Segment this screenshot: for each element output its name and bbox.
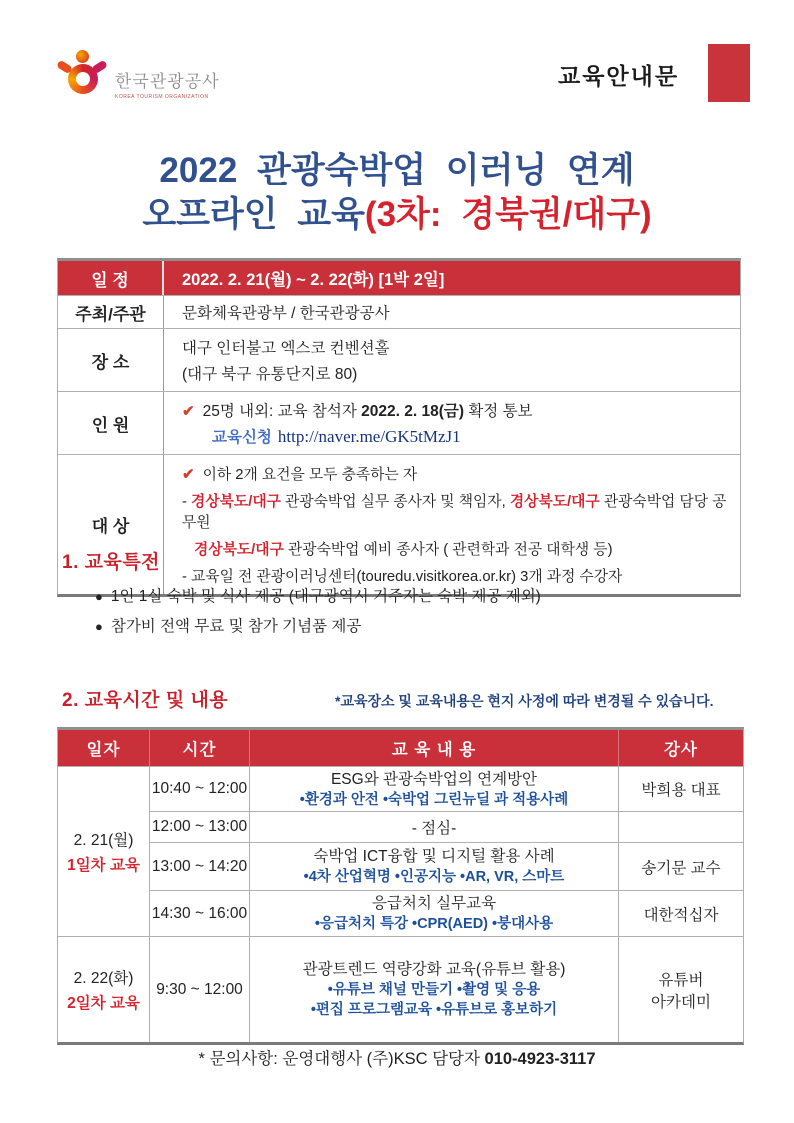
- session3-time: 14:30 ~ 16:00: [149, 890, 249, 936]
- info-row-host: [58, 295, 740, 328]
- lunch-content: - 점심-: [249, 811, 618, 842]
- target-region-3: 경상북도/대구: [194, 542, 284, 558]
- info-row-schedule: [58, 261, 740, 295]
- bullet-icon: ●: [95, 589, 103, 604]
- schedule-label: 일 정: [58, 261, 164, 295]
- host-label: 주최/주관: [58, 296, 164, 328]
- page-title: [0, 149, 794, 237]
- target-line1-text: 이하 2개 요건을 모두 충족하는 자: [202, 467, 418, 483]
- col-header-time: 시간: [149, 730, 249, 766]
- session1-instructor: 박희용 대표: [618, 766, 743, 811]
- page-title-line1: 2022 관광숙박업 이러닝 연계: [159, 151, 635, 190]
- section2-title: 2. 교육시간 및 내용: [62, 690, 229, 711]
- page-title-line2-red: (3차: 경북권/대구): [364, 195, 652, 234]
- section1-title: 1. 교육특전: [62, 552, 161, 573]
- session3-title: 응급처치 실무교육: [371, 895, 497, 912]
- target-line3: [182, 535, 730, 562]
- day1-label: 1일차 교육: [67, 857, 140, 874]
- capacity-value: [164, 392, 740, 454]
- capacity-text-a: 25명 내외: 교육 참석자: [202, 403, 362, 420]
- logo-head-icon: [76, 50, 89, 63]
- session4-instructor-line2: 아카데미: [651, 993, 711, 1011]
- venue-label: 장 소: [58, 329, 164, 391]
- section1-bullets: [95, 582, 541, 642]
- contact-phone: 010-4923-3117: [484, 1050, 596, 1068]
- venue-line2: (대구 북구 유통단지로 80): [182, 366, 358, 383]
- session4-instructor: [618, 936, 743, 1042]
- schedule-table: [57, 727, 744, 1045]
- session1-title: ESG와 관광숙박업의 연계방안: [330, 770, 538, 788]
- day2-cell: [58, 936, 149, 1042]
- benefit-item-2-text: 참가비 전액 무료 및 참가 기념품 제공: [110, 618, 362, 635]
- apply-line: [182, 423, 730, 449]
- session3-content: [249, 890, 618, 936]
- session2-topics: •4차 산업혁명 •인공지능 •AR, VR, 스마트: [303, 869, 565, 885]
- check-icon: ✔: [182, 466, 195, 483]
- lunch-time: 12:00 ~ 13:00: [149, 811, 249, 842]
- target-line3-a: 관광숙박업 예비 종사자 ( 관련학과 전공 대학생 등): [283, 542, 613, 558]
- session1-time: 10:40 ~ 12:00: [149, 766, 249, 811]
- check-icon: ✔: [182, 403, 195, 420]
- target-line2: [182, 487, 730, 535]
- org-name-en: KOREA TOURISM ORGANIZATION: [115, 94, 209, 100]
- target-line1: [182, 460, 730, 487]
- session4-instructor-line1: 유튜버: [658, 971, 704, 989]
- info-row-venue: [58, 328, 740, 391]
- target-line2-dash: -: [182, 494, 192, 510]
- target-region-2: 경상북도/대구: [509, 494, 600, 510]
- target-line4: - 교육일 전 관광이러닝센터(touredu.visitkorea.or.kr) 3개 과정 수강자: [182, 569, 623, 585]
- page-title-line2: [0, 193, 794, 237]
- day2-date: 2. 22(화): [73, 970, 134, 987]
- session2-time: 13:00 ~ 14:20: [149, 842, 249, 890]
- target-line2-a: 관광숙박업 실무 종사자 및 책임자,: [280, 494, 510, 510]
- session3-instructor: 대한적십자: [618, 890, 743, 936]
- col-header-content: 교 육 내 용: [249, 730, 618, 766]
- apply-url-link[interactable]: http://naver.me/GK5tMzJ1: [277, 427, 461, 446]
- page-title-line2-navy: 오프라인 교육: [142, 195, 365, 234]
- contact-info: [0, 1045, 794, 1069]
- benefit-item-1: [95, 582, 541, 612]
- kto-logo: [57, 50, 220, 100]
- capacity-text-c: 확정 통보: [464, 403, 533, 420]
- logo-ring-icon: [68, 64, 98, 94]
- session1-topics: •환경과 안전 •숙박업 그린뉴딜 과 적용사례: [299, 791, 569, 808]
- info-row-target: [58, 454, 740, 594]
- target-label: 대 상: [58, 455, 164, 594]
- target-line2-b: 관광숙박업 담당 공무원: [182, 494, 727, 531]
- day2-label: 2일차 교육: [67, 995, 140, 1012]
- contact-text: * 문의사항: 운영대행사 (주)KSC 담당자: [198, 1050, 485, 1068]
- target-region-1: 경상북도/대구: [191, 494, 281, 510]
- day1-date: 2. 21(월): [73, 832, 134, 849]
- session4-time: 9:30 ~ 12:00: [149, 936, 249, 1042]
- logo-text: [115, 50, 220, 100]
- session2-instructor: 송기문 교수: [618, 842, 743, 890]
- red-stamp-box: [708, 44, 750, 102]
- info-row-capacity: [58, 391, 740, 454]
- capacity-date: 2022. 2. 18(금): [361, 403, 465, 420]
- capacity-label: 인 원: [58, 392, 164, 454]
- session4-topics-line1: •유튜브 채널 만들기 •촬영 및 응용: [327, 982, 541, 998]
- venue-value: [164, 329, 740, 391]
- venue-line1: 대구 인터불고 엑스코 컨벤션홀: [182, 340, 390, 357]
- benefit-item-2: [95, 612, 541, 642]
- session4-title: 관광트렌드 역량강화 교육(유튜브 활용): [302, 961, 566, 978]
- day1-cell: [58, 766, 149, 936]
- session2-content: [249, 842, 618, 890]
- col-header-date: 일자: [58, 730, 149, 766]
- benefit-item-1-text: 1인 1실 숙박 및 식사 제공 (대구광역시 거주자는 숙박 제공 제외): [110, 588, 541, 605]
- host-value: 문화체육관광부 / 한국관광공사: [182, 305, 390, 322]
- target-value: [164, 455, 740, 594]
- org-name: 한국관광공사: [115, 72, 220, 91]
- bullet-icon: ●: [95, 619, 103, 634]
- lunch-instructor: [618, 811, 743, 842]
- session1-content: [249, 766, 618, 811]
- session4-topics-line2: •편집 프로그램교육 •유튜브로 홍보하기: [310, 1002, 558, 1018]
- schedule-value: 2022. 2. 21(월) ~ 2. 22(화) [1박 2일]: [182, 271, 445, 289]
- session2-title: 숙박업 ICT융합 및 디지털 활용 사례: [313, 848, 555, 865]
- session4-content: [249, 936, 618, 1042]
- session3-topics: •응급처치 특강 •CPR(AED) •붕대사용: [314, 916, 554, 932]
- doc-type-label: 교육안내문: [558, 63, 680, 89]
- apply-label: 교육신청: [212, 429, 272, 446]
- capacity-line1: [182, 397, 730, 423]
- kto-logo-icon: [57, 50, 109, 96]
- col-header-instructor: 강사: [618, 730, 743, 766]
- section2-note: *교육장소 및 교육내용은 현지 사정에 따라 변경될 수 있습니다.: [335, 693, 714, 709]
